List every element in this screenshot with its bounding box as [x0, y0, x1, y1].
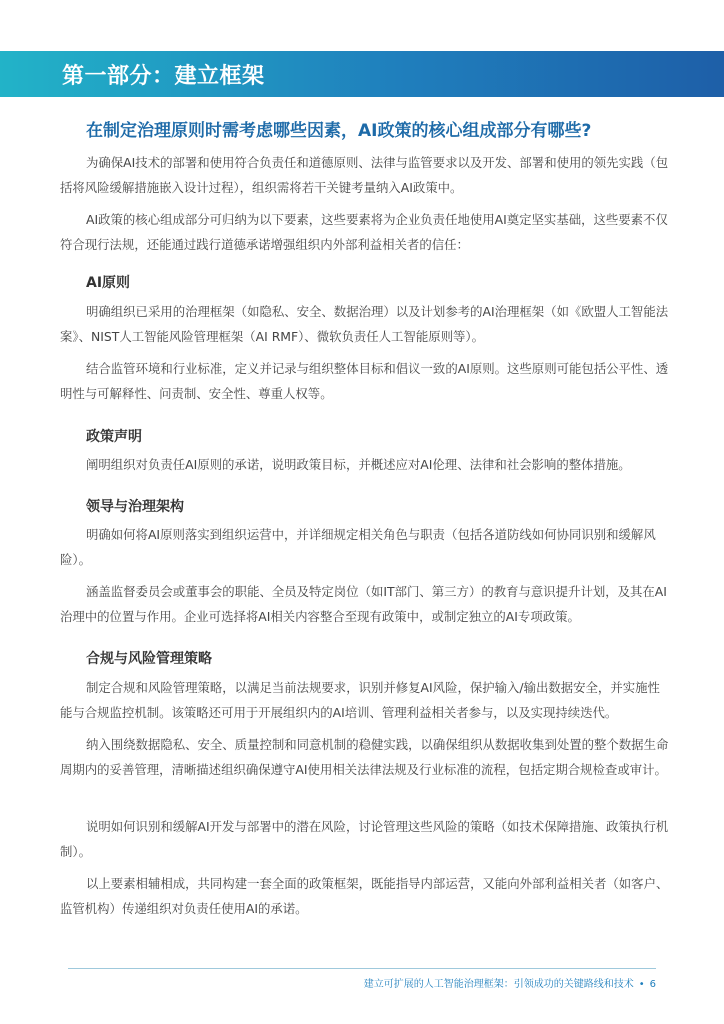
footer-separator: • [638, 979, 645, 990]
intro-paragraph-1: 为确保AI技术的部署和使用符合负责任和道德原则、法律与监管要求以及开发、部署和使用的领先实践（包括将风险缓解措施嵌入设计过程），组织需将若干关键考量纳入AI政策中。 [60, 155, 669, 195]
compliance-paragraph-4: 以上要素相辅相成，共同构建一套全面的政策框架，既能指导内部运营，又能向外部利益相关者（如客户、监管机构）传递组织对负责任使用AI的承诺。 [60, 876, 669, 916]
policy-statement-paragraph: 阐明组织对负责任AI原则的承诺，说明政策目标，并概述应对AI伦理、法律和社会影响的整体措施。 [86, 457, 631, 472]
footer-title: 建立可扩展的人工智能治理框架：引领成功的关键路线和技术 [363, 979, 634, 990]
section-heading-governance: 领导与治理架构 [86, 499, 184, 515]
governance-paragraph-2: 涵盖监督委员会或董事会的职能、全员及特定岗位（如IT部门、第三方）的教育与意识提升计划，及其在AI治理中的位置与作用。企业可选择将AI相关内容整合至现有政策中，或制定独立的AI专项政策。 [60, 584, 667, 624]
section-banner [0, 51, 724, 97]
governance-paragraph-1: 明确如何将AI原则落实到组织运营中，并详细规定相关角色与职责（包括各道防线如何协同识别和缓解风险）。 [60, 527, 656, 567]
compliance-paragraph-2: 纳入围绕数据隐私、安全、质量控制和同意机制的稳健实践，以确保组织从数据收集到处置的整个数据生命周期内的妥善管理，清晰描述组织确保遵守AI使用相关法律法规及行业标准的流程，包括定期合规检查或审计。 [60, 737, 669, 777]
page-subtitle: 在制定治理原则时需考虑哪些因素，AI政策的核心组成部分有哪些? [86, 121, 592, 141]
page-number: 6 [649, 979, 656, 990]
compliance-paragraph-3: 说明如何识别和缓解AI开发与部署中的潜在风险，讨论管理这些风险的策略（如技术保障措施、政策执行机制）。 [60, 819, 669, 859]
ai-principles-paragraph-1: 明确组织已采用的治理框架（如隐私、安全、数据治理）以及计划参考的AI治理框架（如《欧盟人工智能法案》、NIST人工智能风险管理框架（AI RMF）、微软负责任人工智能原则等）。 [60, 304, 669, 344]
intro-paragraph-2: AI政策的核心组成部分可归纳为以下要素，这些要素将为企业负责任地使用AI奠定坚实基础，这些要素不仅符合现行法规，还能通过践行道德承诺增强组织内外部利益相关者的信任： [60, 212, 668, 252]
section-heading-ai-principles: AI原则 [86, 275, 131, 291]
section-heading-compliance: 合规与风险管理策略 [86, 651, 212, 667]
footer [364, 975, 656, 990]
footer-divider [68, 968, 656, 969]
banner-title: 第一部分：建立框架 [62, 64, 265, 89]
compliance-paragraph-1: 制定合规和风险管理策略，以满足当前法规要求，识别并修复AI风险，保护输入/输出数据安全，并实施性能与合规监控机制。该策略还可用于开展组织内的AI培训、管理利益相关者参与，以及实现持续迭代。 [60, 680, 660, 720]
ai-principles-paragraph-2: 结合监管环境和行业标准，定义并记录与组织整体目标和倡议一致的AI原则。这些原则可能包括公平性、透明性与可解释性、问责制、安全性、尊重人权等。 [60, 361, 669, 401]
section-heading-policy-statement: 政策声明 [86, 429, 142, 445]
